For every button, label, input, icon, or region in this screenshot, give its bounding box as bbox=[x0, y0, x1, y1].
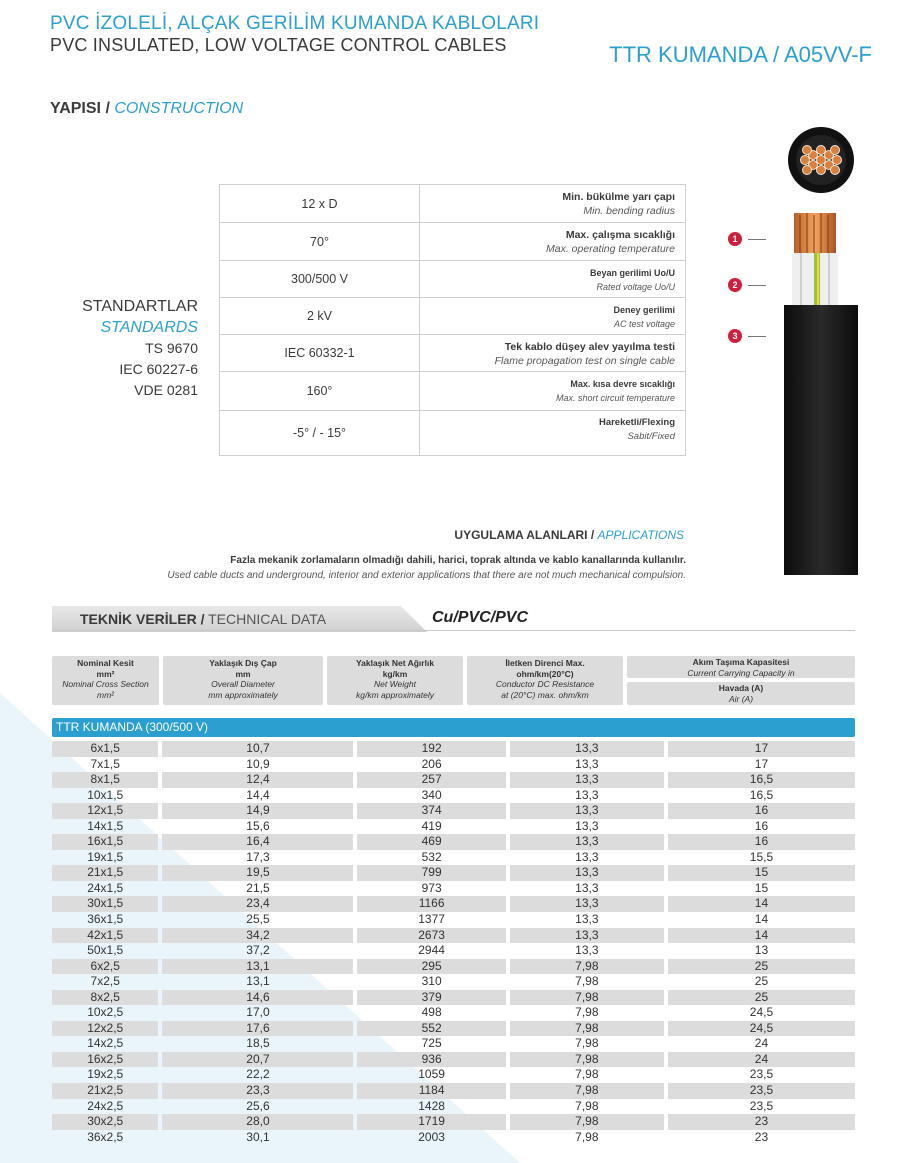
cell-resistance: 7,98 bbox=[575, 1067, 599, 1082]
spec-label-en: Max. operating temperature bbox=[546, 243, 675, 255]
cell-resistance: 13,3 bbox=[510, 772, 664, 788]
cell-capacity: 16 bbox=[668, 803, 855, 819]
cell-diameter: 30,1 bbox=[246, 1129, 270, 1144]
standard-item: VDE 0281 bbox=[134, 382, 198, 398]
cell-section: 24x1,5 bbox=[87, 880, 124, 895]
spec-row bbox=[220, 223, 685, 261]
spec-row bbox=[220, 261, 685, 298]
cell-weight: 973 bbox=[421, 880, 442, 895]
column-header-line: Net Weight bbox=[374, 679, 416, 689]
table-row bbox=[52, 881, 855, 897]
cell-resistance: 13,3 bbox=[510, 928, 664, 944]
cell-weight: 1428 bbox=[418, 1098, 445, 1113]
construction-title-en: CONSTRUCTION bbox=[114, 100, 244, 117]
spec-label-en: Flame propagation test on single cable bbox=[494, 355, 675, 367]
cell-section: 14x2,5 bbox=[87, 1036, 124, 1051]
table-row bbox=[52, 1036, 855, 1052]
cell-diameter: 14,6 bbox=[162, 990, 353, 1006]
cell-weight: 725 bbox=[421, 1036, 442, 1051]
cell-capacity: 24,5 bbox=[749, 1005, 774, 1020]
cell-capacity: 25 bbox=[754, 974, 769, 989]
cell-resistance: 13,3 bbox=[575, 787, 599, 802]
column-header-line: Nominal Cross Section bbox=[62, 679, 149, 689]
cable-illustration bbox=[780, 125, 862, 575]
table-row bbox=[52, 1083, 855, 1099]
cell-section: 12x2,5 bbox=[52, 1021, 158, 1037]
cell-capacity: 24,5 bbox=[668, 1021, 855, 1037]
technical-title-tr: TEKNİK VERİLER / bbox=[80, 611, 205, 627]
cell-section: 24x2,5 bbox=[87, 1098, 124, 1113]
cell-weight: 1059 bbox=[418, 1067, 445, 1082]
table-row bbox=[52, 757, 855, 773]
table-row bbox=[52, 772, 855, 788]
cell-resistance: 7,98 bbox=[575, 974, 599, 989]
cell-diameter: 23,3 bbox=[162, 1083, 353, 1099]
table-row bbox=[52, 1005, 855, 1021]
cell-section: 36x1,5 bbox=[87, 912, 124, 927]
applications-heading bbox=[454, 528, 684, 542]
cell-weight: 419 bbox=[421, 818, 442, 833]
cell-resistance: 7,98 bbox=[575, 1005, 599, 1020]
column-header-resistance bbox=[467, 656, 623, 705]
cell-weight: 469 bbox=[357, 834, 505, 850]
capacity-sub-tr: Havada (A) bbox=[718, 683, 764, 693]
cell-weight: 799 bbox=[357, 865, 505, 881]
cell-weight: 2003 bbox=[418, 1129, 445, 1144]
group-bar: TTR KUMANDA (300/500 V) bbox=[52, 718, 855, 737]
column-header-line: ohm/km(20°C) bbox=[516, 668, 574, 679]
cell-resistance: 7,98 bbox=[575, 1036, 599, 1051]
cell-capacity: 15 bbox=[668, 865, 855, 881]
spec-label-en: Max. short circuit temperature bbox=[555, 393, 675, 403]
cell-diameter: 17,6 bbox=[162, 1021, 353, 1037]
cell-diameter: 17,0 bbox=[246, 1005, 270, 1020]
column-header-line: mm bbox=[235, 668, 251, 679]
cell-weight: 552 bbox=[357, 1021, 505, 1037]
column-header-line: Nominal Kesit bbox=[77, 658, 134, 668]
marker-line bbox=[748, 285, 766, 286]
cell-diameter: 37,2 bbox=[246, 943, 270, 958]
cell-section: 36x2,5 bbox=[87, 1129, 124, 1144]
cell-section: 8x1,5 bbox=[52, 772, 158, 788]
cell-capacity: 17 bbox=[754, 756, 769, 771]
table-row bbox=[52, 865, 855, 881]
table-row bbox=[52, 896, 855, 912]
marker-2: 2 bbox=[728, 278, 742, 292]
cell-resistance: 13,3 bbox=[575, 818, 599, 833]
spec-label-tr: Beyan gerilimi Uo/U bbox=[589, 268, 675, 278]
standards-title-en: STANDARDS bbox=[100, 319, 198, 336]
cell-weight: 1184 bbox=[357, 1083, 505, 1099]
table-row bbox=[52, 819, 855, 835]
table-row bbox=[52, 943, 855, 959]
cell-resistance: 13,3 bbox=[510, 741, 664, 757]
cell-section: 16x2,5 bbox=[52, 1052, 158, 1068]
applications-title-en: APPLICATIONS bbox=[597, 528, 684, 542]
column-header-line: kg/km approximately bbox=[356, 689, 434, 700]
spec-label bbox=[420, 298, 685, 334]
cell-diameter: 10,9 bbox=[246, 756, 270, 771]
spec-label bbox=[420, 185, 685, 222]
cell-capacity: 14 bbox=[668, 896, 855, 912]
cell-weight: 310 bbox=[421, 974, 442, 989]
cell-weight: 2673 bbox=[357, 928, 505, 944]
cell-resistance: 13,3 bbox=[575, 912, 599, 927]
spec-label-en: Sabit/Fixed bbox=[627, 431, 675, 442]
cell-capacity: 24 bbox=[668, 1052, 855, 1068]
spec-label-en: Rated voltage Uo/U bbox=[596, 282, 675, 292]
marker-line bbox=[748, 336, 766, 337]
cell-weight: 257 bbox=[357, 772, 505, 788]
cell-resistance: 7,98 bbox=[510, 1021, 664, 1037]
cell-capacity: 13 bbox=[754, 943, 769, 958]
model-name: TTR KUMANDA / A05VV-F bbox=[609, 42, 872, 67]
cell-capacity: 14 bbox=[754, 912, 769, 927]
cell-resistance: 7,98 bbox=[510, 1083, 664, 1099]
cell-diameter: 19,5 bbox=[162, 865, 353, 881]
marker-line bbox=[748, 239, 766, 240]
cell-section: 6x2,5 bbox=[52, 959, 158, 975]
cell-diameter: 34,2 bbox=[162, 928, 353, 944]
spec-label bbox=[420, 223, 685, 260]
table-row bbox=[52, 741, 855, 757]
cell-capacity: 16,5 bbox=[668, 772, 855, 788]
cell-resistance: 13,3 bbox=[510, 896, 664, 912]
cell-capacity: 24 bbox=[754, 1036, 769, 1051]
cell-resistance: 13,3 bbox=[575, 756, 599, 771]
cell-resistance: 13,3 bbox=[575, 880, 599, 895]
cell-diameter: 14,4 bbox=[246, 787, 270, 802]
cell-section: 7x2,5 bbox=[90, 974, 120, 989]
cell-weight: 192 bbox=[357, 741, 505, 757]
cell-diameter: 28,0 bbox=[162, 1114, 353, 1130]
cell-capacity: 23 bbox=[754, 1129, 769, 1144]
spec-label-tr: Min. bükülme yarı çapı bbox=[562, 191, 675, 203]
cell-weight: 379 bbox=[357, 990, 505, 1006]
standards-title-tr: STANDARTLAR bbox=[82, 298, 198, 315]
applications-title-tr: UYGULAMA ALANLARI / bbox=[454, 528, 595, 542]
spec-table bbox=[219, 184, 686, 456]
table-row bbox=[52, 1099, 855, 1115]
cell-section: 19x1,5 bbox=[87, 849, 124, 864]
cell-diameter: 10,7 bbox=[162, 741, 353, 757]
cell-weight: 532 bbox=[421, 849, 442, 864]
spec-label bbox=[420, 411, 685, 455]
divider bbox=[52, 630, 855, 631]
cell-diameter: 14,9 bbox=[162, 803, 353, 819]
cell-resistance: 7,98 bbox=[575, 1129, 599, 1144]
material-label: Cu/PVC/PVC bbox=[432, 609, 529, 626]
spec-row bbox=[220, 372, 685, 411]
spec-value: 300/500 V bbox=[220, 261, 420, 297]
column-header-line: kg/km bbox=[382, 668, 408, 679]
cell-section: 6x1,5 bbox=[52, 741, 158, 757]
standard-item: TS 9670 bbox=[145, 340, 198, 356]
spec-value: 160° bbox=[220, 372, 420, 410]
spec-label bbox=[420, 335, 685, 371]
cell-resistance: 13,3 bbox=[575, 943, 599, 958]
spec-label-en: Min. bending radius bbox=[583, 205, 675, 217]
cell-capacity: 14 bbox=[668, 928, 855, 944]
technical-title-en: TECHNICAL DATA bbox=[208, 611, 327, 627]
column-header-line: mm² bbox=[96, 668, 115, 679]
cell-capacity: 23,5 bbox=[749, 1067, 774, 1082]
spec-label bbox=[420, 372, 685, 410]
column-header-diameter bbox=[163, 656, 323, 705]
table-row bbox=[52, 1052, 855, 1068]
cell-weight: 340 bbox=[421, 787, 442, 802]
table-row bbox=[52, 928, 855, 944]
cell-diameter: 25,6 bbox=[246, 1098, 270, 1113]
construction-title-tr: YAPISI / bbox=[50, 100, 110, 117]
cell-weight: 374 bbox=[357, 803, 505, 819]
cell-resistance: 13,3 bbox=[510, 834, 664, 850]
cell-capacity: 16 bbox=[754, 818, 769, 833]
column-header-line: mm approximately bbox=[208, 689, 278, 700]
spec-label-tr: Deney gerilimi bbox=[613, 305, 675, 315]
column-header-line: Conductor DC Resistance bbox=[495, 679, 595, 689]
spec-value: 70° bbox=[220, 223, 420, 260]
table-row bbox=[52, 1067, 855, 1083]
cell-section: 30x2,5 bbox=[52, 1114, 158, 1130]
table-row bbox=[52, 788, 855, 804]
column-header-line: İletken Direnci Max. bbox=[505, 658, 585, 668]
cell-diameter: 25,5 bbox=[246, 912, 270, 927]
cell-diameter: 13,1 bbox=[162, 959, 353, 975]
spec-label-en: AC test voltage bbox=[613, 319, 675, 329]
table-row bbox=[52, 974, 855, 990]
header-title-tr: PVC İZOLELİ, ALÇAK GERİLİM KUMANDA KABLOLARI bbox=[50, 13, 540, 34]
capacity-title-en: Current Carrying Capacity in bbox=[687, 667, 795, 678]
cell-section: 16x1,5 bbox=[52, 834, 158, 850]
cell-section: 7x1,5 bbox=[90, 756, 120, 771]
cell-diameter: 21,5 bbox=[246, 880, 270, 895]
cell-capacity: 16 bbox=[668, 834, 855, 850]
cell-capacity: 25 bbox=[668, 959, 855, 975]
cell-diameter: 15,6 bbox=[246, 818, 270, 833]
table-row bbox=[52, 1114, 855, 1130]
header-title-en: PVC INSULATED, LOW VOLTAGE CONTROL CABLES bbox=[50, 35, 507, 55]
cell-weight: 206 bbox=[421, 756, 442, 771]
cell-capacity: 15 bbox=[754, 880, 769, 895]
column-header-air bbox=[627, 682, 855, 705]
column-header-line: at (20°C) max. ohm/km bbox=[501, 689, 589, 700]
cell-weight: 2944 bbox=[418, 943, 445, 958]
cell-section: 14x1,5 bbox=[87, 818, 124, 833]
cell-resistance: 7,98 bbox=[510, 1114, 664, 1130]
marker-3: 3 bbox=[728, 329, 742, 343]
spec-row bbox=[220, 185, 685, 223]
spec-row bbox=[220, 298, 685, 335]
column-header-line: Overall Diameter bbox=[211, 679, 275, 689]
cell-section: 10x2,5 bbox=[87, 1005, 124, 1020]
cell-diameter: 23,4 bbox=[162, 896, 353, 912]
column-header-section bbox=[52, 656, 159, 705]
column-header-capacity bbox=[627, 656, 855, 678]
cell-diameter: 16,4 bbox=[162, 834, 353, 850]
table-row bbox=[52, 959, 855, 975]
spec-label-tr: Max. çalışma sıcaklığı bbox=[565, 229, 675, 241]
cell-capacity: 17 bbox=[668, 741, 855, 757]
table-row bbox=[52, 803, 855, 819]
cell-resistance: 13,3 bbox=[510, 865, 664, 881]
spec-label-tr: Max. kısa devre sıcaklığı bbox=[570, 379, 675, 389]
table-row bbox=[52, 1021, 855, 1037]
cell-resistance: 7,98 bbox=[510, 1052, 664, 1068]
cell-weight: 1719 bbox=[357, 1114, 505, 1130]
cell-resistance: 7,98 bbox=[510, 990, 664, 1006]
cell-section: 19x2,5 bbox=[87, 1067, 124, 1082]
standard-item: IEC 60227-6 bbox=[119, 361, 198, 377]
technical-table-body bbox=[52, 741, 855, 1145]
applications-text-en: Used cable ducts and underground, interior and exterior applications that there are not much mechanical compulsion. bbox=[167, 570, 686, 581]
cell-section: 50x1,5 bbox=[87, 943, 124, 958]
construction-heading bbox=[50, 100, 243, 118]
cell-capacity: 16,5 bbox=[749, 787, 774, 802]
applications-text-tr: Fazla mekanik zorlamaların olmadığı dahili, harici, toprak altında ve kablo kanallarında kullanılır. bbox=[230, 555, 686, 566]
cell-weight: 1166 bbox=[357, 896, 505, 912]
cell-capacity: 23 bbox=[668, 1114, 855, 1130]
cell-diameter: 22,2 bbox=[246, 1067, 270, 1082]
capacity-sub-en: Air (A) bbox=[728, 693, 754, 704]
column-header-line: Yaklaşık Dış Çap bbox=[209, 658, 277, 668]
cell-diameter: 20,7 bbox=[162, 1052, 353, 1068]
spec-value: 2 kV bbox=[220, 298, 420, 334]
cell-weight: 1377 bbox=[418, 912, 445, 927]
cell-resistance: 13,3 bbox=[575, 849, 599, 864]
technical-data-heading bbox=[80, 611, 326, 627]
cell-capacity: 25 bbox=[668, 990, 855, 1006]
spec-label bbox=[420, 261, 685, 297]
cell-diameter: 18,5 bbox=[246, 1036, 270, 1051]
cell-resistance: 7,98 bbox=[510, 959, 664, 975]
cell-section: 12x1,5 bbox=[52, 803, 158, 819]
cell-section: 21x1,5 bbox=[52, 865, 158, 881]
cell-section: 8x2,5 bbox=[52, 990, 158, 1006]
cell-resistance: 7,98 bbox=[575, 1098, 599, 1113]
spec-row bbox=[220, 411, 685, 455]
cell-diameter: 17,3 bbox=[246, 849, 270, 864]
cell-weight: 295 bbox=[357, 959, 505, 975]
spec-label-tr: Hareketli/Flexing bbox=[598, 417, 675, 428]
cell-weight: 936 bbox=[357, 1052, 505, 1068]
cell-diameter: 13,1 bbox=[246, 974, 270, 989]
spec-row bbox=[220, 335, 685, 372]
spec-value: -5° / - 15° bbox=[220, 411, 420, 455]
cell-resistance: 13,3 bbox=[510, 803, 664, 819]
column-header-line: mm² bbox=[97, 689, 114, 700]
cell-weight: 498 bbox=[421, 1005, 442, 1020]
cell-section: 10x1,5 bbox=[87, 787, 124, 802]
table-row bbox=[52, 990, 855, 1006]
cell-capacity: 23,5 bbox=[668, 1083, 855, 1099]
cell-capacity: 15,5 bbox=[749, 849, 774, 864]
table-row bbox=[52, 1130, 855, 1146]
marker-1: 1 bbox=[728, 232, 742, 246]
column-header-weight bbox=[327, 656, 463, 705]
column-header-line: Yaklaşık Net Ağırlık bbox=[355, 658, 435, 668]
table-row bbox=[52, 834, 855, 850]
spec-value: IEC 60332-1 bbox=[220, 335, 420, 371]
cell-section: 42x1,5 bbox=[52, 928, 158, 944]
table-row bbox=[52, 912, 855, 928]
cell-capacity: 23,5 bbox=[749, 1098, 774, 1113]
cell-section: 30x1,5 bbox=[52, 896, 158, 912]
standards-block bbox=[40, 296, 198, 401]
spec-value: 12 x D bbox=[220, 185, 420, 222]
cell-section: 21x2,5 bbox=[52, 1083, 158, 1099]
cell-diameter: 12,4 bbox=[162, 772, 353, 788]
table-row bbox=[52, 850, 855, 866]
spec-label-tr: Tek kablo düşey alev yayılma testi bbox=[504, 341, 675, 353]
capacity-title-tr: Akım Taşıma Kapasitesi bbox=[692, 657, 790, 667]
